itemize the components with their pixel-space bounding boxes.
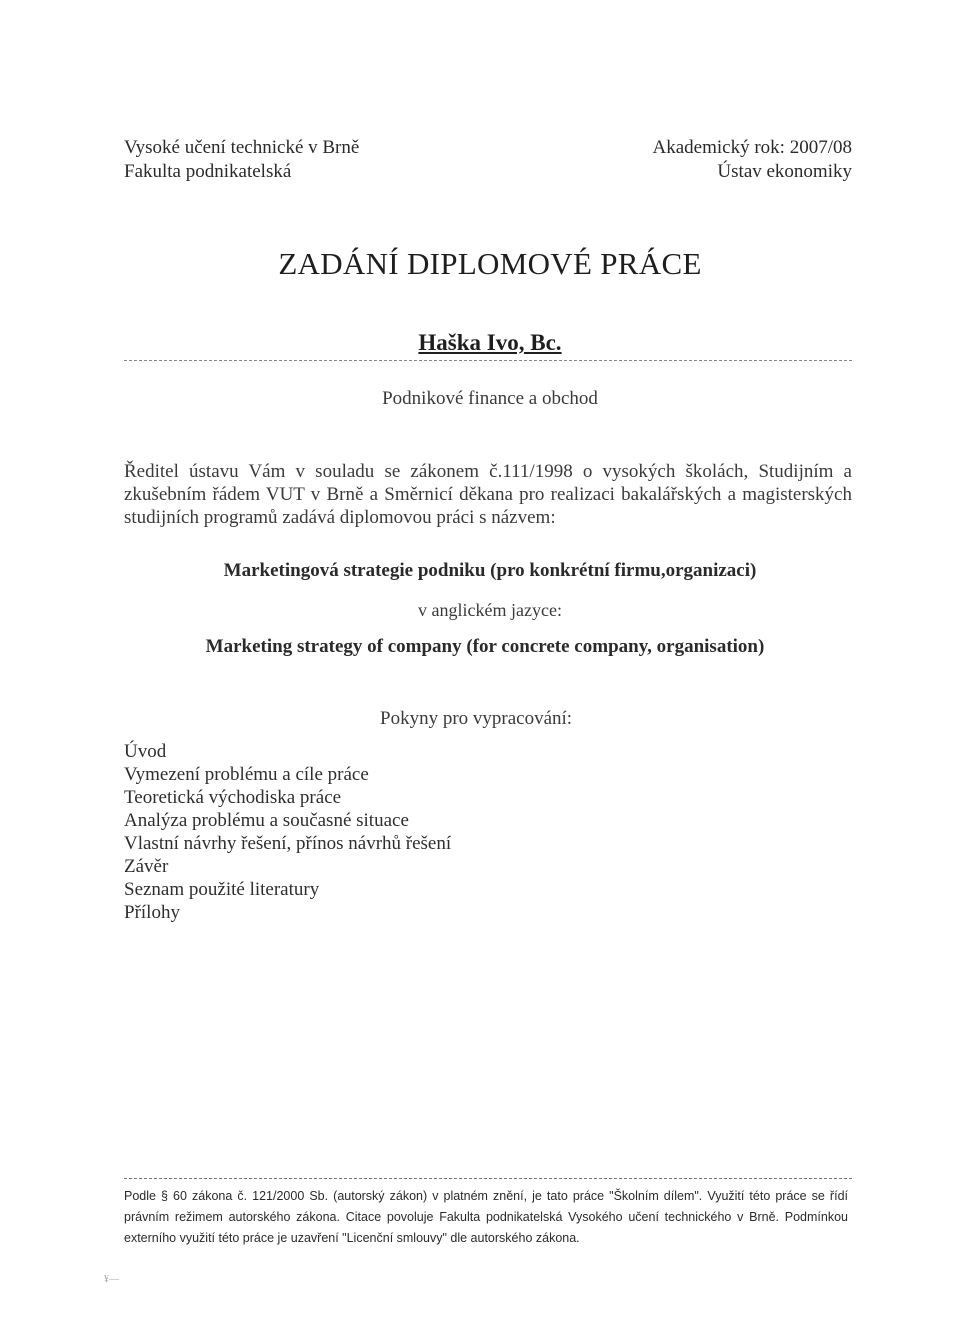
student-name-block [0, 330, 960, 356]
contents-item: Vymezení problému a cíle práce [124, 764, 369, 785]
study-program: Podnikové finance a obchod [382, 388, 598, 409]
university-name: Vysoké učení technické v Brně [124, 137, 360, 158]
faculty-name: Fakulta podnikatelská [124, 161, 292, 182]
contents-item: Seznam použité literatury [124, 879, 320, 900]
document-title: ZADÁNÍ DIPLOMOVÉ PRÁCE [278, 246, 702, 281]
name-underline [124, 360, 852, 361]
contents-list [124, 740, 451, 924]
contents-item: Závěr [124, 856, 169, 877]
footnote-divider [124, 1178, 852, 1179]
institute-name: Ústav ekonomiky [717, 161, 852, 182]
contents-item: Vlastní návrhy řešení, přínos návrhů řešení [124, 833, 452, 854]
contents-item: Přílohy [124, 902, 180, 923]
footnote-legal-notice: Podle § 60 zákona č. 121/2000 Sb. (autorský zákon) v platném znění, je tato práce "Školním dílem". Využití této práce se řídí právním režimem autorského zákona. Citace povoluje Fakulta podnikatelská Vysokého učení technického v Brně. Podmínkou externího využití této práce je uzavření "Licenční smlouvy" dle autorského zákona. [124, 1189, 848, 1245]
thesis-title-english: Marketing strategy of company (for concrete company, organisation) [205, 636, 765, 657]
header-right [653, 136, 852, 184]
contents-item: Teoretická východiska práce [124, 787, 342, 808]
contents-item: Úvod [124, 741, 167, 762]
header-left [124, 136, 359, 184]
scan-mark: ¥— [104, 1274, 119, 1285]
student-name: Haška Ivo, Bc. [418, 330, 562, 355]
academic-year: Akademický rok: 2007/08 [652, 137, 852, 158]
english-language-label: v anglickém jazyce: [418, 600, 562, 620]
thesis-title-czech: Marketingová strategie podniku (pro konkrétní firmu,organizaci) [223, 560, 757, 581]
intro-paragraph: Ředitel ústavu Vám v souladu se zákonem č.111/1998 o vysokých školách, Studijním a zkušebním řádem VUT v Brně a Směrnicí děkana pro realizaci bakalářských a magisterských studijních programů zadává diplomovou práci s názvem: [124, 461, 852, 528]
instructions-heading: Pokyny pro vypracování: [380, 708, 573, 729]
contents-item: Analýza problému a současné situace [124, 810, 409, 831]
